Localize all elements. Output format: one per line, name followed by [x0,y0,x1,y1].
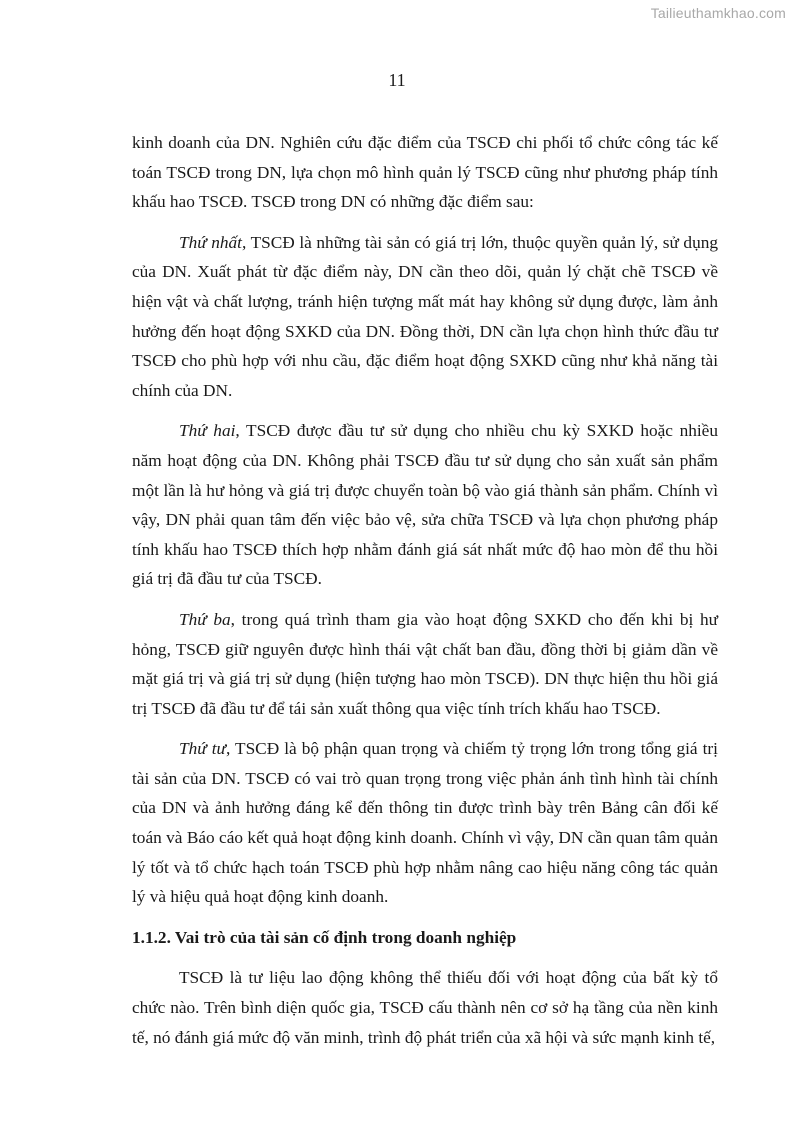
paragraph-first [132,228,718,406]
document-body [132,128,718,1063]
paragraph-lead: Thứ tư [179,739,226,759]
page-number: 11 [388,70,406,90]
paragraph-intro [132,128,718,217]
paragraph-role [132,963,718,1052]
paragraph-fourth [132,734,718,912]
paragraph-second [132,416,718,594]
paragraph-text: , trong quá trình tham gia vào hoạt động SXKD cho đến khi bị hư hỏng, TSCĐ giữ nguyên được hình thái vật chất ban đầu, đồng thời bị giảm dần về mặt giá trị và giá trị sử dụng (hiện tượng hao mòn TSCĐ). DN thực hiện thu hồi giá trị TSCĐ đã đầu tư để tái sản xuất thông qua việc tính trích khấu hao TSCĐ. [132,609,718,718]
paragraph-lead: Thứ hai [179,421,236,441]
paragraph-text: , TSCĐ được đầu tư sử dụng cho nhiều chu kỳ SXKD hoặc nhiều năm hoạt động của DN. Không phải TSCĐ đầu tư sử dụng cho sản xuất sản phẩm một lần là hư hỏng và giá trị được chuyển toàn bộ vào giá thành sản phẩm. Chính vì vậy, DN phải quan tâm đến việc bảo vệ, sửa chữa TSCĐ và lựa chọn phương pháp tính khấu hao TSCĐ thích hợp nhằm đánh giá sát nhất mức độ hao mòn để thu hồi giá trị đã đầu tư của TSCĐ. [132,421,718,589]
paragraph-text: , TSCĐ là bộ phận quan trọng và chiếm tỷ trọng lớn trong tổng giá trị tài sản của DN. TSCĐ có vai trò quan trọng trong việc phản ánh tình hình tài chính của DN và ảnh hưởng đáng kể đến thông tin được trình bày trên Bảng cân đối kế toán và Báo cáo kết quả hoạt động kinh doanh. Chính vì vậy, DN cần quan tâm quản lý tốt và tổ chức hạch toán TSCĐ phù hợp nhằm nâng cao hiệu năng công tác quản lý và hiệu quả hoạt động kinh doanh. [132,739,718,907]
paragraph-lead: Thứ nhất [179,232,242,252]
paragraph-lead: Thứ ba [179,609,231,629]
watermark: Tailieuthamkhao.com [650,5,786,21]
paragraph-text: kinh doanh của DN. Nghiên cứu đặc điểm của TSCĐ chi phối tổ chức công tác kế toán TSCĐ trong DN, lựa chọn mô hình quản lý TSCĐ cũng như phương pháp tính khấu hao TSCĐ. TSCĐ trong DN có những đặc điểm sau: [132,133,718,212]
paragraph-text: , TSCĐ là những tài sản có giá trị lớn, thuộc quyền quản lý, sử dụng của DN. Xuất phát từ đặc điểm này, DN cần theo dõi, quản lý chặt chẽ TSCĐ về hiện vật và chất lượng, tránh hiện tượng mất mát hay không sử dụng được, làm ảnh hưởng đến hoạt động SXKD của DN. Đồng thời, DN cần lựa chọn hình thức đầu tư TSCĐ cho phù hợp với nhu cầu, đặc điểm hoạt động SXKD cũng như khả năng tài chính của DN. [132,232,718,400]
section-heading: 1.1.2. Vai trò của tài sản cố định trong doanh nghiệp [132,927,517,947]
paragraph-text: TSCĐ là tư liệu lao động không thể thiếu đối với hoạt động của bất kỳ tổ chức nào. Trên bình diện quốc gia, TSCĐ cấu thành nên cơ sở hạ tầng của nền kinh tế, nó đánh giá mức độ văn minh, trình độ phát triển của xã hội và sức mạnh kinh tế, [132,968,718,1047]
paragraph-third [132,605,718,723]
